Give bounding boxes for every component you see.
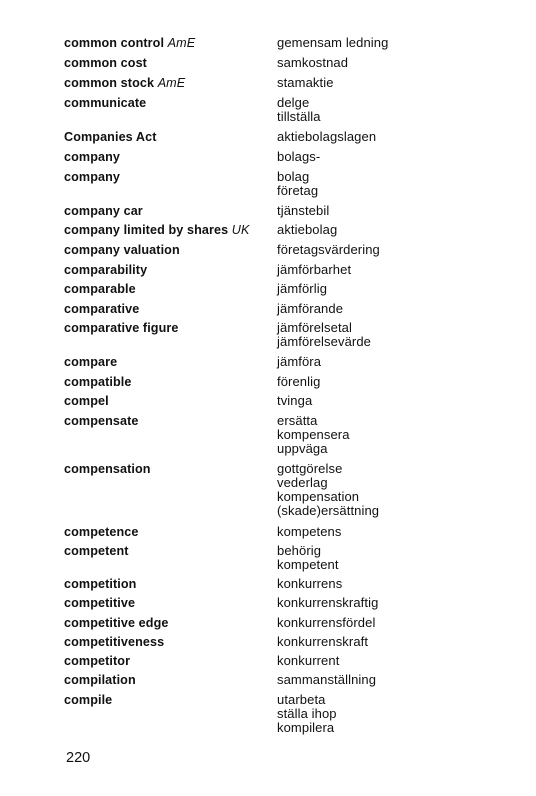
entry-translations [277, 223, 517, 237]
entry-term [64, 616, 269, 630]
translation: uppväga [277, 441, 328, 456]
term-text: competitor [64, 654, 131, 668]
term-text: company [64, 150, 120, 164]
translation: ersätta [277, 413, 318, 428]
entry-translations [277, 36, 517, 50]
page-number: 220 [66, 750, 91, 766]
region-label: AmE [167, 36, 196, 50]
entry-term [64, 577, 269, 591]
entry-translations [277, 635, 517, 649]
entry-term [64, 544, 269, 558]
translation: delge [277, 95, 310, 110]
translation: tvinga [277, 393, 313, 408]
entry-term [64, 170, 269, 184]
term-text: compensate [64, 414, 139, 428]
entry-translations [277, 654, 517, 668]
entry-term [64, 654, 269, 668]
entry-translations [277, 462, 517, 518]
translation: konkurrenskraft [277, 634, 369, 649]
entry-translations [277, 577, 517, 591]
translation: utarbeta [277, 692, 326, 707]
entry-term [64, 223, 269, 237]
entry-term [64, 76, 269, 90]
translation: stamaktie [277, 75, 334, 90]
entry-term [64, 36, 269, 50]
term-text: competent [64, 544, 129, 558]
entry-translations [277, 375, 517, 389]
translation: konkurrent [277, 653, 340, 668]
entry-term [64, 375, 269, 389]
translation: jämförlig [277, 281, 328, 296]
entry-term [64, 414, 269, 428]
translation: förenlig [277, 374, 321, 389]
term-text: common control [64, 36, 165, 50]
entry-term [64, 263, 269, 277]
term-text: compatible [64, 375, 132, 389]
translation: kompensera [277, 427, 350, 442]
term-text: competition [64, 577, 137, 591]
translation: samkostnad [277, 55, 349, 70]
entry-translations [277, 355, 517, 369]
translation: behörig [277, 543, 322, 558]
translation: kompetens [277, 524, 342, 539]
term-text: common cost [64, 56, 147, 70]
translation: jämföra [277, 354, 322, 369]
entry-term [64, 693, 269, 707]
entry-translations [277, 150, 517, 164]
term-text: Companies Act [64, 130, 157, 144]
translation: jämförelsevärde [277, 334, 371, 349]
region-label: AmE [157, 76, 186, 90]
term-text: compile [64, 693, 113, 707]
term-text: company valuation [64, 243, 180, 257]
entry-translations [277, 302, 517, 316]
translation: bolag [277, 169, 310, 184]
entry-term [64, 204, 269, 218]
entry-term [64, 596, 269, 610]
term-text: compel [64, 394, 109, 408]
entry-term [64, 355, 269, 369]
term-text: competitiveness [64, 635, 165, 649]
translation: aktiebolagslagen [277, 129, 377, 144]
translation: gemensam ledning [277, 35, 389, 50]
term-text: compensation [64, 462, 151, 476]
term-text: compilation [64, 673, 136, 687]
entry-translations [277, 321, 517, 349]
term-text: competitive edge [64, 616, 169, 630]
entry-term [64, 150, 269, 164]
term-text: comparability [64, 263, 148, 277]
entry-translations [277, 693, 517, 735]
entry-term [64, 243, 269, 257]
entry-term [64, 635, 269, 649]
translation: jämförande [277, 301, 344, 316]
term-text: competence [64, 525, 139, 539]
entry-term [64, 673, 269, 687]
entry-translations [277, 204, 517, 218]
entry-term [64, 130, 269, 144]
entry-term [64, 56, 269, 70]
entry-translations [277, 673, 517, 687]
entry-translations [277, 96, 517, 124]
entry-term [64, 96, 269, 110]
term-text: company car [64, 204, 143, 218]
translation: gottgörelse [277, 461, 343, 476]
translation: aktiebolag [277, 222, 338, 237]
entry-term [64, 462, 269, 476]
entry-term [64, 321, 269, 335]
translation: jämförelsetal [277, 320, 352, 335]
term-text: communicate [64, 96, 147, 110]
translation: kompetent [277, 557, 339, 572]
entry-translations [277, 544, 517, 572]
entry-translations [277, 170, 517, 198]
term-text: company [64, 170, 120, 184]
translation: tjänstebil [277, 203, 330, 218]
term-text: comparable [64, 282, 136, 296]
entry-translations [277, 394, 517, 408]
term-text: common stock [64, 76, 155, 90]
translation: sammanställning [277, 672, 377, 687]
entry-translations [277, 56, 517, 70]
term-text: company limited by shares [64, 223, 229, 237]
translation: kompensation [277, 489, 360, 504]
translation: konkurrens [277, 576, 343, 591]
translation: (skade)ersättning [277, 503, 380, 518]
entry-term [64, 282, 269, 296]
translation: vederlag [277, 475, 328, 490]
entry-term [64, 302, 269, 316]
translation: företagsvärdering [277, 242, 380, 257]
entry-translations [277, 414, 517, 456]
entry-translations [277, 282, 517, 296]
entry-term [64, 525, 269, 539]
entry-translations [277, 130, 517, 144]
term-text: competitive [64, 596, 136, 610]
entry-translations [277, 243, 517, 257]
entry-translations [277, 525, 517, 539]
translation: kompilera [277, 720, 335, 735]
entry-translations [277, 616, 517, 630]
translation: konkurrensfördel [277, 615, 376, 630]
entry-term [64, 394, 269, 408]
translation: ställa ihop [277, 706, 337, 721]
translation: företag [277, 183, 319, 198]
translation: tillställa [277, 109, 321, 124]
term-text: compare [64, 355, 118, 369]
term-text: comparative [64, 302, 140, 316]
region-label: UK [231, 223, 250, 237]
translation: bolags- [277, 149, 321, 164]
entry-translations [277, 76, 517, 90]
translation: konkurrenskraftig [277, 595, 379, 610]
entry-translations [277, 596, 517, 610]
translation: jämförbarhet [277, 262, 352, 277]
entry-translations [277, 263, 517, 277]
term-text: comparative figure [64, 321, 179, 335]
